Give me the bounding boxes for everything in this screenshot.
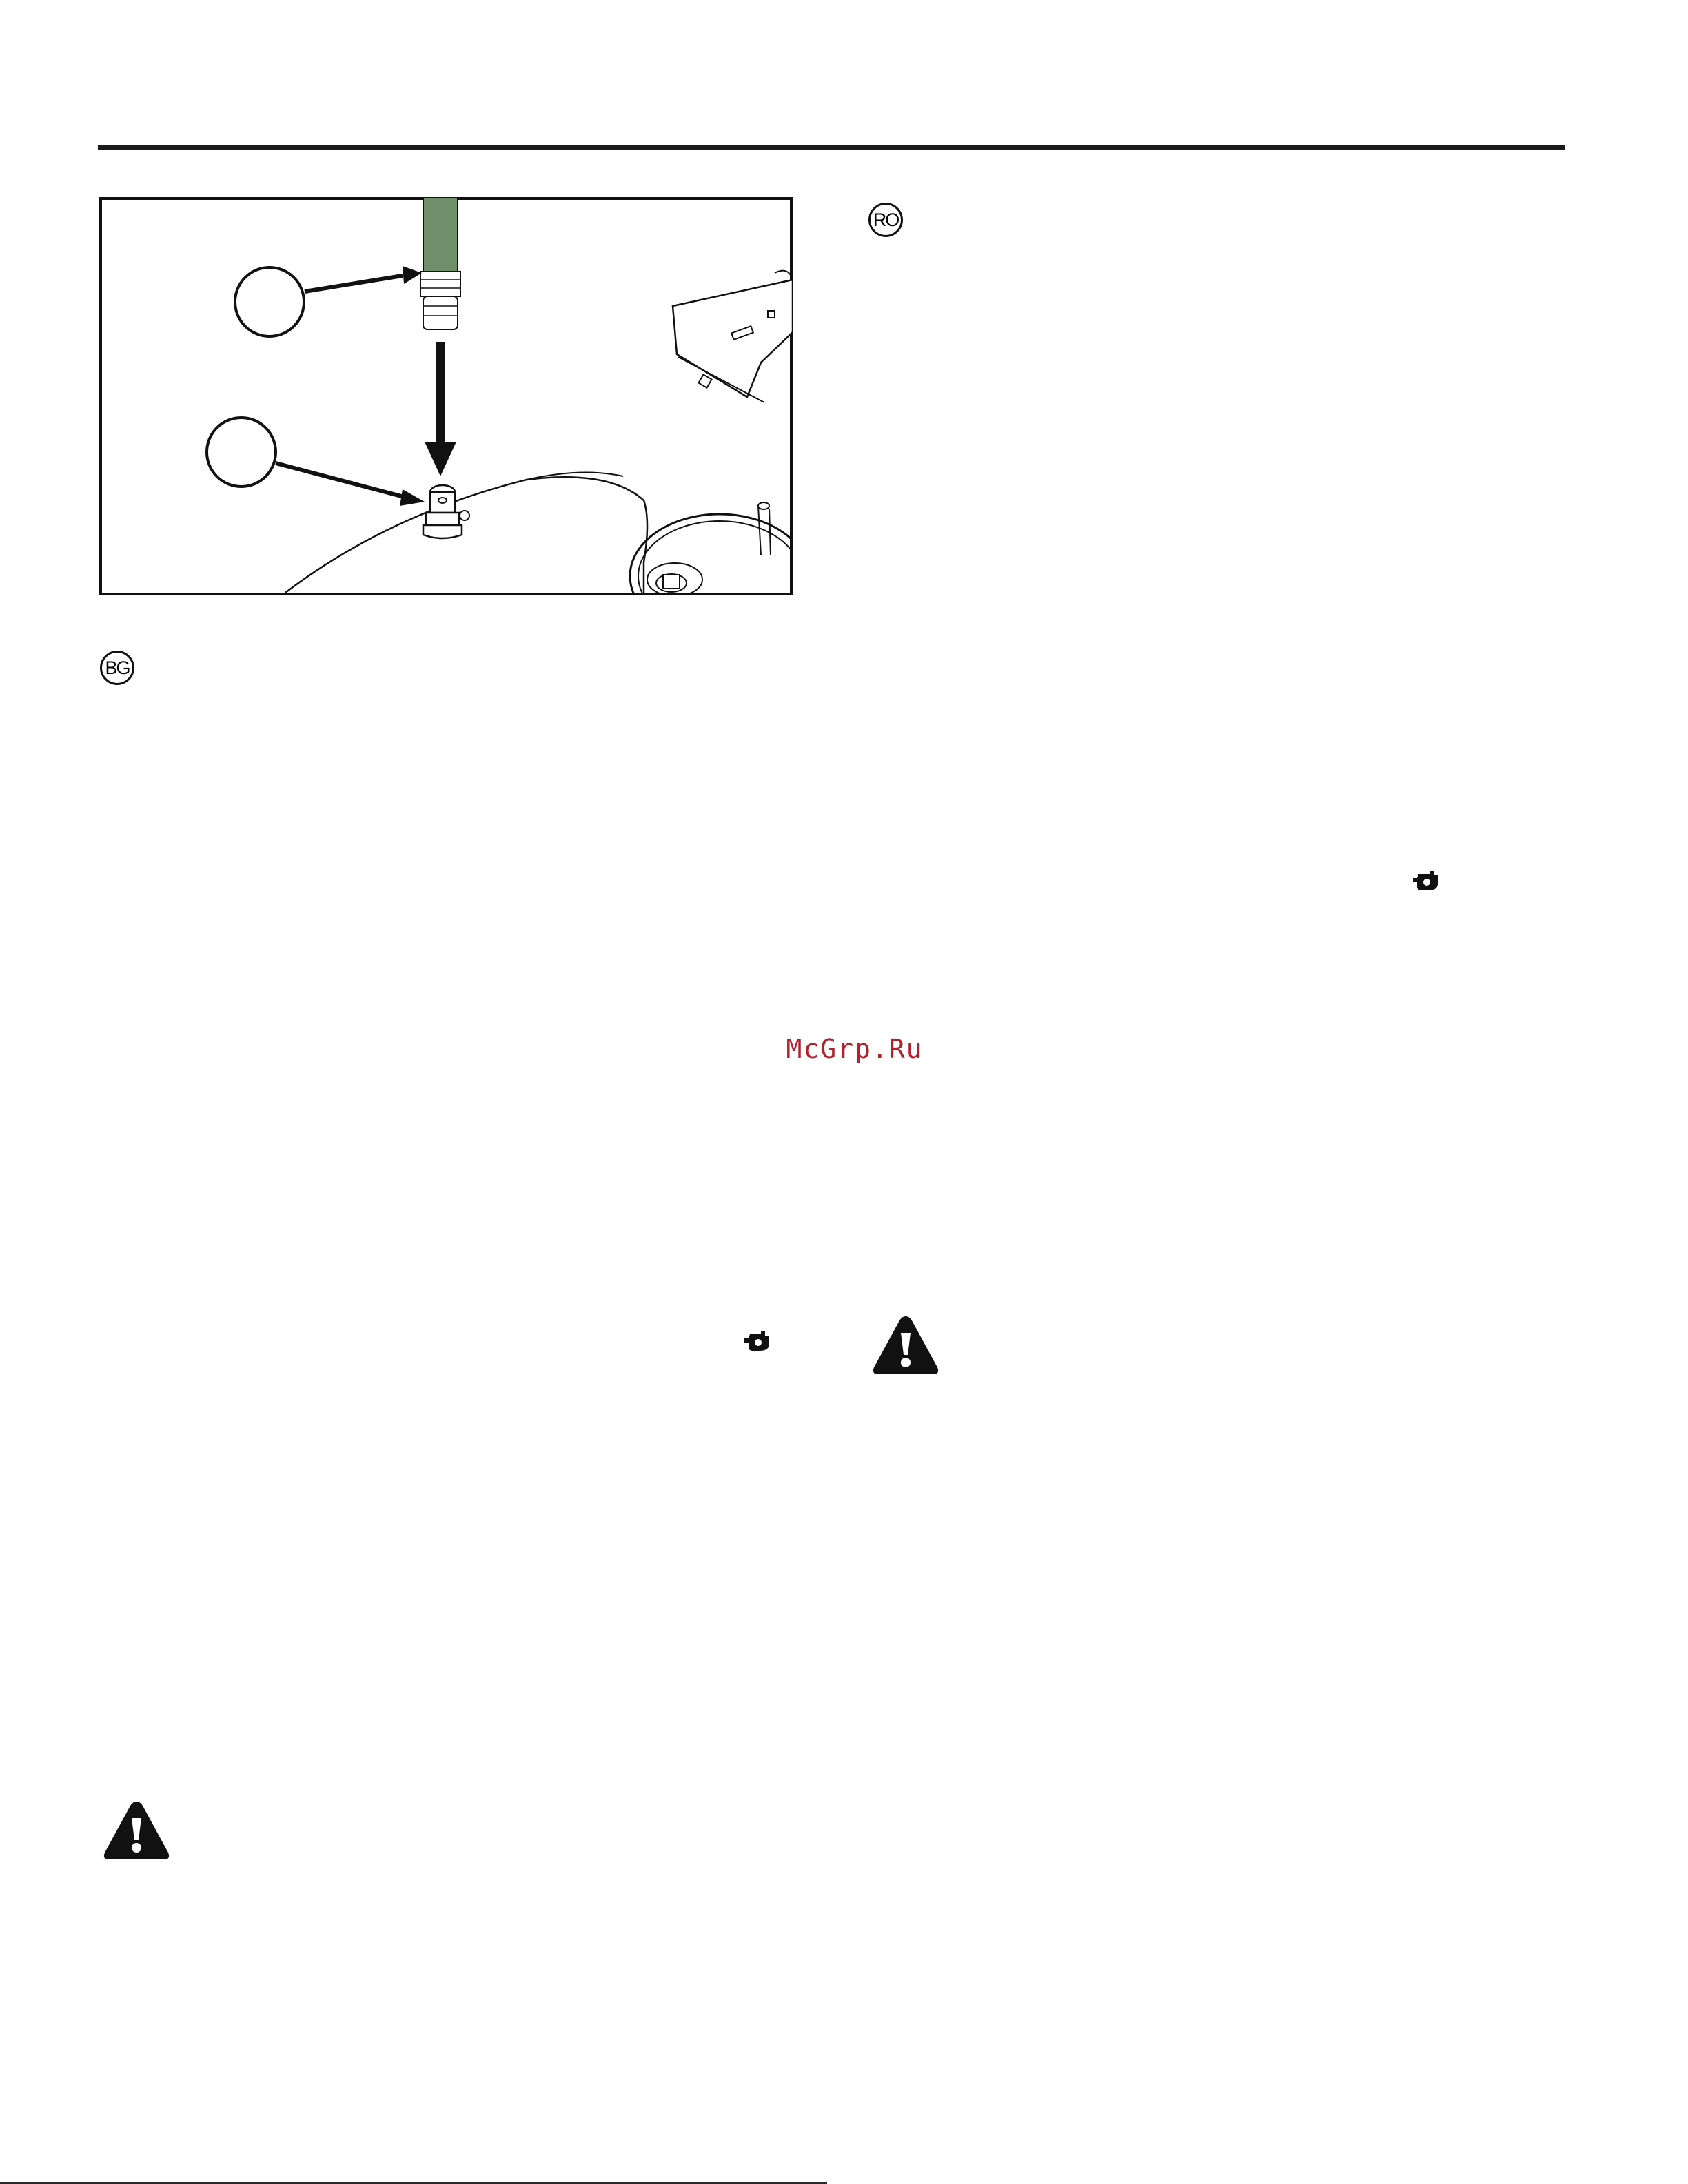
engine-icon bbox=[743, 1329, 773, 1354]
language-badge-ro: RO bbox=[868, 203, 903, 237]
watermark: McGrp.Ru bbox=[786, 1034, 924, 1064]
figure-hose-connection bbox=[99, 197, 793, 595]
top-rule bbox=[98, 145, 1565, 150]
callout-circle-1 bbox=[235, 267, 304, 336]
warning-icon bbox=[871, 1314, 940, 1377]
language-badge-bg: BG bbox=[100, 651, 134, 685]
hose bbox=[420, 197, 460, 329]
callout-circle-2 bbox=[207, 418, 276, 487]
engine-icon bbox=[1412, 868, 1442, 893]
warning-icon bbox=[102, 1799, 171, 1862]
